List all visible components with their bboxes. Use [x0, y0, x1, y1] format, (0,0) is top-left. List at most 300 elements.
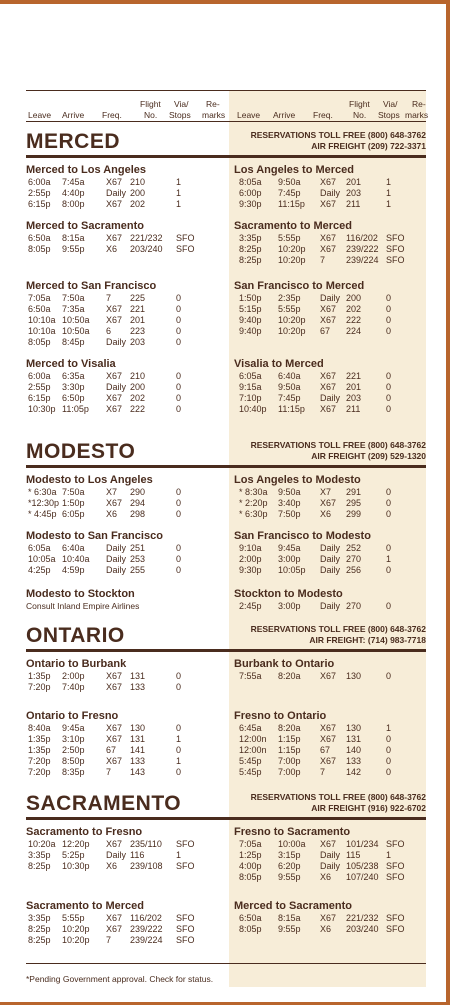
flight-row: [26, 565, 221, 576]
flight-number: 253: [130, 554, 146, 564]
header-leave: Leave: [28, 110, 52, 120]
city-name: MODESTO: [26, 440, 136, 463]
flight-row: [234, 601, 429, 612]
footer-rule: [26, 963, 426, 964]
flight-number: 203: [346, 188, 362, 198]
flight-number: 131: [130, 734, 146, 744]
leave-time: 8:25p: [239, 244, 262, 254]
arrive-time: 9:50a: [278, 382, 301, 392]
flight-row: [234, 734, 429, 745]
frequency: 67: [320, 745, 331, 755]
flight-row: [26, 233, 221, 244]
flight-row: [26, 371, 221, 382]
via-stops: 0: [176, 565, 182, 575]
flight-row: [26, 850, 221, 861]
frequency: X67: [106, 233, 123, 243]
flight-row: [26, 404, 221, 415]
arrive-time: 10:20p: [278, 244, 306, 254]
leave-time: 8:05p: [28, 244, 51, 254]
leave-time: 8:40a: [28, 723, 51, 733]
route-title: Merced to Sacramento: [26, 220, 144, 232]
arrive-time: 10:00a: [278, 839, 306, 849]
leave-time: 7:20p: [28, 767, 51, 777]
frequency: X67: [320, 723, 337, 733]
route-block: [26, 358, 221, 415]
route-title: Ontario to Burbank: [26, 658, 127, 670]
leave-time: 6:05a: [239, 371, 262, 381]
leave-time: 6:50a: [28, 304, 51, 314]
via-stops: SFO: [176, 913, 195, 923]
via-stops: 0: [176, 554, 182, 564]
flight-row: [234, 404, 429, 415]
leave-time: 6:15p: [28, 199, 51, 209]
arrive-time: 10:30p: [62, 861, 90, 871]
leave-time: 5:45p: [239, 756, 262, 766]
arrive-time: 8:50p: [62, 756, 85, 766]
leave-time: 7:20p: [28, 756, 51, 766]
leave-time: 2:00p: [239, 554, 262, 564]
flight-number: 105/238: [346, 861, 379, 871]
frequency: X67: [106, 839, 123, 849]
route-block: [234, 826, 429, 883]
leave-time: 6:50a: [239, 913, 262, 923]
arrive-time: 2:50p: [62, 745, 85, 755]
flight-number: 116: [130, 850, 145, 860]
frequency: X67: [106, 682, 123, 692]
flight-row: [26, 924, 221, 935]
frequency: X67: [106, 177, 123, 187]
via-stops: 0: [176, 509, 182, 519]
flight-number: 107/240: [346, 872, 379, 882]
flight-number: 255: [130, 565, 146, 575]
flight-number: 239/222: [346, 244, 379, 254]
via-stops: 0: [176, 304, 182, 314]
flight-row: [234, 565, 429, 576]
flight-number: 298: [130, 509, 146, 519]
arrive-time: 8:15a: [62, 233, 85, 243]
flight-row: [26, 839, 221, 850]
via-stops: 0: [386, 404, 392, 414]
leave-time: 6:00a: [28, 371, 51, 381]
flight-number: 202: [130, 393, 146, 403]
flight-row: [26, 244, 221, 255]
via-stops: 0: [386, 543, 392, 553]
arrive-time: 7:45p: [278, 188, 301, 198]
header-flight-2: No.: [144, 110, 158, 120]
via-stops: 1: [176, 734, 182, 744]
frequency: X67: [106, 498, 123, 508]
frequency: Daily: [106, 382, 127, 392]
arrive-time: 5:55p: [278, 304, 301, 314]
flight-row: [234, 756, 429, 767]
route-title: Los Angeles to Merced: [234, 164, 355, 176]
flight-number: 235/110: [130, 839, 162, 849]
flight-row: [26, 682, 221, 693]
flight-row: [234, 393, 429, 404]
leave-time: 7:05a: [28, 293, 51, 303]
header-flight-1-r: Flight: [349, 99, 370, 109]
via-stops: 0: [176, 337, 182, 347]
flight-row: [26, 293, 221, 304]
frequency: Daily: [320, 850, 341, 860]
leave-time: 12:00n: [239, 745, 267, 755]
arrive-time: 11:15p: [278, 404, 305, 414]
frequency: X67: [320, 839, 337, 849]
arrive-time: 7:50p: [278, 509, 301, 519]
arrive-time: 8:45p: [62, 337, 85, 347]
via-stops: 0: [386, 304, 392, 314]
flight-number: 202: [346, 304, 362, 314]
city-name: MERCED: [26, 130, 121, 153]
arrive-time: 7:45a: [62, 177, 85, 187]
route-title: Modesto to Los Angeles: [26, 474, 153, 486]
via-stops: SFO: [386, 872, 405, 882]
flight-row: [26, 543, 221, 554]
reservations-info: [251, 792, 426, 814]
flight-number: 116/202: [130, 913, 162, 923]
flight-number: 239/222: [130, 924, 163, 934]
flight-number: 239/224: [130, 935, 163, 945]
leave-time: 2:55p: [28, 382, 51, 392]
route-title: Modesto to Stockton: [26, 588, 135, 600]
flight-number: 201: [346, 177, 362, 187]
leave-time: *12:30p: [28, 498, 60, 508]
route-title: Fresno to Sacramento: [234, 826, 351, 838]
frequency: X67: [320, 199, 337, 209]
via-stops: 1: [176, 756, 182, 766]
leave-time: 8:05p: [239, 872, 262, 882]
flight-number: 270: [346, 554, 362, 564]
via-stops: SFO: [176, 861, 195, 871]
frequency: X67: [320, 177, 337, 187]
frequency: Daily: [320, 861, 341, 871]
flight-row: [26, 767, 221, 778]
frequency: X67: [106, 756, 123, 766]
flight-row: [26, 326, 221, 337]
frequency: X6: [106, 861, 118, 871]
reservations-info: [251, 130, 426, 152]
frequency: X67: [106, 304, 123, 314]
via-stops: 0: [386, 293, 392, 303]
arrive-time: 8:15a: [278, 913, 301, 923]
flight-row: [26, 756, 221, 767]
frequency: X67: [320, 404, 337, 414]
flight-number: 130: [130, 723, 146, 733]
via-stops: 1: [176, 177, 182, 187]
flight-row: [26, 199, 221, 210]
route-block: [234, 358, 429, 415]
frequency: 67: [106, 745, 117, 755]
via-stops: 0: [386, 315, 392, 325]
flight-number: 256: [346, 565, 362, 575]
frequency: Daily: [320, 543, 341, 553]
via-stops: 0: [176, 293, 182, 303]
arrive-time: 9:50a: [278, 177, 301, 187]
arrive-time: 7:50a: [62, 487, 85, 497]
air-freight-line: AIR FREIGHT: (714) 983-7718: [309, 635, 426, 645]
flight-row: [26, 315, 221, 326]
arrive-time: 9:50a: [278, 487, 301, 497]
arrive-time: 6:50p: [62, 393, 85, 403]
via-stops: 0: [386, 767, 392, 777]
header-left: [26, 91, 226, 123]
flight-number: 141: [130, 745, 146, 755]
arrive-time: 6:20p: [278, 861, 301, 871]
frequency: Daily: [106, 543, 127, 553]
via-stops: 0: [176, 371, 182, 381]
frequency: X67: [106, 723, 123, 733]
flight-row: [26, 745, 221, 756]
frequency: X6: [106, 244, 118, 254]
arrive-time: 10:50a: [62, 315, 90, 325]
city-rule: [26, 155, 426, 158]
leave-time: 6:50a: [28, 233, 51, 243]
via-stops: 0: [176, 767, 182, 777]
reservations-line: RESERVATIONS TOLL FREE (800) 648-3762: [250, 130, 426, 140]
arrive-time: 6:40a: [278, 371, 301, 381]
flight-row: [26, 487, 221, 498]
frequency: 7: [320, 255, 326, 265]
arrive-time: 4:59p: [62, 565, 85, 575]
flight-row: [26, 723, 221, 734]
page-top-border: [0, 0, 450, 4]
leave-time: 8:05a: [239, 177, 262, 187]
via-stops: 0: [386, 509, 392, 519]
flight-row: [26, 734, 221, 745]
frequency: Daily: [106, 337, 127, 347]
via-stops: 1: [176, 850, 182, 860]
frequency: X67: [106, 404, 123, 414]
frequency: Daily: [320, 565, 341, 575]
arrive-time: 8:00p: [62, 199, 85, 209]
flight-number: 133: [130, 682, 146, 692]
frequency: X7: [320, 487, 332, 497]
arrive-time: 10:20p: [62, 924, 90, 934]
via-stops: SFO: [176, 839, 195, 849]
arrive-time: 7:00p: [278, 756, 301, 766]
via-stops: 0: [386, 382, 392, 392]
header-via-1: Via/: [174, 99, 189, 109]
flight-number: 223: [130, 326, 146, 336]
flight-number: 131: [130, 671, 146, 681]
leave-time: 6:05a: [28, 543, 51, 553]
arrive-time: 10:20p: [278, 255, 306, 265]
city-rule: [26, 649, 426, 652]
timetable-sheet: [26, 90, 429, 990]
flight-row: [234, 861, 429, 872]
frequency: X67: [320, 304, 337, 314]
leave-time: 1:50p: [239, 293, 262, 303]
via-stops: 1: [386, 188, 392, 198]
route-title: San Francisco to Merced: [234, 280, 365, 292]
frequency: X67: [320, 734, 337, 744]
flight-row: [234, 326, 429, 337]
city-rule: [26, 465, 426, 468]
leave-time: 5:45p: [239, 767, 262, 777]
flight-number: 221/232: [130, 233, 163, 243]
flight-number: 210: [130, 177, 146, 187]
route-title: Sacramento to Merced: [234, 220, 352, 232]
leave-time: 10:10a: [28, 326, 56, 336]
flight-number: 211: [346, 199, 361, 209]
flight-number: 142: [346, 767, 362, 777]
flight-row: [234, 723, 429, 734]
flight-number: 202: [130, 199, 146, 209]
frequency: X67: [320, 315, 337, 325]
via-stops: 0: [176, 393, 182, 403]
route-block: [234, 710, 429, 778]
flight-number: 130: [346, 723, 362, 733]
flight-row: [234, 745, 429, 756]
city-section: [26, 622, 426, 652]
arrive-time: 3:10p: [62, 734, 85, 744]
leave-time: 6:45a: [239, 723, 262, 733]
frequency: X67: [106, 913, 123, 923]
via-stops: SFO: [386, 233, 405, 243]
via-stops: 0: [176, 671, 182, 681]
flight-row: [234, 304, 429, 315]
flight-number: 252: [346, 543, 362, 553]
route-block: [234, 658, 429, 682]
via-stops: SFO: [386, 913, 405, 923]
route-block: [26, 530, 221, 576]
frequency: 7: [320, 767, 326, 777]
leave-time: 9:40p: [239, 315, 262, 325]
route-block: [234, 220, 429, 266]
frequency: X67: [106, 371, 123, 381]
flight-row: [234, 233, 429, 244]
via-stops: SFO: [386, 839, 405, 849]
flight-row: [26, 554, 221, 565]
flight-number: 101/234: [346, 839, 379, 849]
route-title: Burbank to Ontario: [234, 658, 335, 670]
flight-number: 211: [346, 404, 361, 414]
leave-time: 3:35p: [239, 233, 262, 243]
leave-time: 4:00p: [239, 861, 262, 871]
flight-row: [234, 371, 429, 382]
leave-time: 3:35p: [28, 913, 51, 923]
flight-number: 251: [130, 543, 146, 553]
frequency: 7: [106, 767, 112, 777]
leave-time: 10:20a: [28, 839, 56, 849]
flight-number: 239/108: [130, 861, 163, 871]
frequency: X67: [320, 371, 337, 381]
frequency: X67: [320, 233, 337, 243]
frequency: X67: [106, 924, 123, 934]
frequency: X7: [106, 487, 118, 497]
frequency: Daily: [320, 554, 341, 564]
frequency: 6: [106, 326, 112, 336]
arrive-time: 9:55p: [278, 924, 301, 934]
flight-row: [26, 177, 221, 188]
arrive-time: 1:50p: [62, 498, 85, 508]
route-block: [26, 588, 221, 612]
via-stops: 0: [176, 487, 182, 497]
city-section: [26, 128, 426, 158]
via-stops: 1: [386, 199, 392, 209]
leave-time: 8:25p: [28, 924, 51, 934]
via-stops: SFO: [176, 924, 195, 934]
route-block: [26, 164, 221, 210]
arrive-time: 9:45a: [62, 723, 85, 733]
route-title: San Francisco to Modesto: [234, 530, 371, 542]
arrive-time: 2:35p: [278, 293, 301, 303]
via-stops: 1: [386, 850, 392, 860]
arrive-time: 6:35a: [62, 371, 85, 381]
arrive-time: 3:00p: [278, 601, 301, 611]
arrive-time: 7:35a: [62, 304, 85, 314]
flight-row: [26, 509, 221, 520]
via-stops: 1: [176, 188, 182, 198]
route-block: [26, 280, 221, 348]
leave-time: 10:10a: [28, 315, 56, 325]
reservations-info: [251, 440, 426, 462]
frequency: X67: [320, 382, 337, 392]
frequency: X67: [320, 913, 337, 923]
header-flight-2-r: No.: [353, 110, 367, 120]
leave-time: 10:40p: [239, 404, 267, 414]
flight-row: [234, 199, 429, 210]
via-stops: 1: [386, 177, 392, 187]
flight-number: 133: [130, 756, 146, 766]
via-stops: 0: [176, 543, 182, 553]
flight-row: [234, 913, 429, 924]
flight-number: 203: [130, 337, 146, 347]
route-block: [234, 900, 429, 935]
route-title: Ontario to Fresno: [26, 710, 119, 722]
city-section: [26, 438, 426, 468]
leave-time: 3:35p: [28, 850, 51, 860]
leave-time: 12:00n: [239, 734, 267, 744]
route-title: Stockton to Modesto: [234, 588, 343, 600]
route-block: [234, 280, 429, 337]
leave-time: 5:15p: [239, 304, 262, 314]
via-stops: 0: [176, 326, 182, 336]
route-title: Merced to Sacramento: [234, 900, 352, 912]
flight-number: 225: [130, 293, 146, 303]
header-remarks-2: marks: [202, 110, 226, 120]
header-remarks-2-r: marks: [405, 110, 429, 120]
via-stops: SFO: [386, 924, 405, 934]
leave-time: 8:25p: [28, 935, 51, 945]
frequency: X6: [320, 924, 332, 934]
arrive-time: 11:05p: [62, 404, 89, 414]
flight-row: [234, 487, 429, 498]
flight-number: 140: [346, 745, 362, 755]
leave-time: 9:40p: [239, 326, 262, 336]
flight-number: 294: [130, 498, 146, 508]
frequency: X67: [106, 671, 123, 681]
reservations-line: RESERVATIONS TOLL FREE (800) 648-3762: [250, 440, 426, 450]
arrive-time: 9:55p: [62, 244, 85, 254]
leave-time: 10:05a: [28, 554, 56, 564]
via-stops: SFO: [386, 244, 405, 254]
frequency: X6: [320, 509, 332, 519]
via-stops: 0: [176, 723, 182, 733]
arrive-time: 8:35p: [62, 767, 85, 777]
flight-row: [234, 244, 429, 255]
frequency: X6: [320, 872, 332, 882]
leave-time: 7:55a: [239, 671, 262, 681]
via-stops: 1: [386, 723, 392, 733]
flight-number: 130: [346, 671, 362, 681]
flight-row: [234, 767, 429, 778]
via-stops: 1: [386, 554, 392, 564]
flight-number: 200: [130, 188, 146, 198]
leave-time: 2:45p: [239, 601, 262, 611]
arrive-time: 7:50a: [62, 293, 85, 303]
leave-time: * 8:30a: [239, 487, 268, 497]
